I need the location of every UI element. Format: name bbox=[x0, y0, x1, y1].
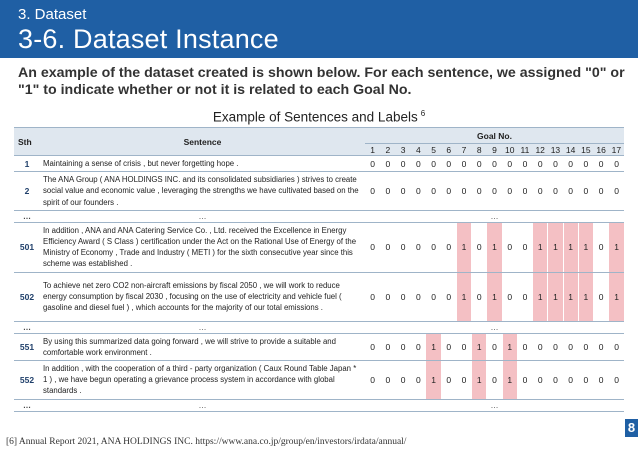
sentence-text: In addition , with the cooperation of a third - party organization ( Caux Round Table Japan * 1 ) , we have begun operating a grievance process system in accordance with global standards . bbox=[40, 361, 365, 400]
goal-number-header: 1 bbox=[365, 144, 380, 156]
goal-label: 0 bbox=[380, 222, 395, 272]
goal-label: 1 bbox=[609, 272, 624, 321]
goal-label: 0 bbox=[426, 272, 441, 321]
goal-label: 0 bbox=[594, 333, 609, 360]
goal-label: 0 bbox=[533, 333, 548, 360]
ellipsis-labels: … bbox=[365, 321, 624, 333]
goal-label: 0 bbox=[578, 156, 593, 172]
goal-label: 0 bbox=[472, 222, 487, 272]
goal-label: 1 bbox=[426, 333, 441, 360]
goal-label: 0 bbox=[563, 156, 578, 172]
goal-label: 0 bbox=[395, 361, 410, 400]
goal-label: 0 bbox=[395, 272, 410, 321]
goal-label: 1 bbox=[563, 222, 578, 272]
goal-label: 0 bbox=[365, 172, 380, 211]
goal-label: 0 bbox=[502, 156, 517, 172]
sth-id: 551 bbox=[14, 333, 40, 360]
goal-label: 1 bbox=[487, 272, 502, 321]
sth-id: 2 bbox=[14, 172, 40, 211]
goal-number-header: 14 bbox=[563, 144, 578, 156]
goal-label: 0 bbox=[395, 172, 410, 211]
goal-number-header: 8 bbox=[472, 144, 487, 156]
ellipsis-sentence: … bbox=[40, 210, 365, 222]
goal-number-header: 17 bbox=[609, 144, 624, 156]
header-sentence: Sentence bbox=[40, 128, 365, 156]
ellipsis-sth: … bbox=[14, 399, 40, 411]
goal-label: 0 bbox=[456, 156, 471, 172]
ellipsis-labels: … bbox=[365, 210, 624, 222]
goal-label: 0 bbox=[411, 272, 426, 321]
caption-text: Example of Sentences and Labels bbox=[212, 109, 418, 125]
header-goal-no: Goal No. bbox=[365, 128, 624, 144]
goal-label: 0 bbox=[517, 333, 532, 360]
table-row bbox=[14, 222, 624, 272]
goal-label: 0 bbox=[609, 333, 624, 360]
goal-label: 0 bbox=[365, 156, 380, 172]
sth-id: 1 bbox=[14, 156, 40, 172]
goal-label: 0 bbox=[456, 333, 471, 360]
goal-number-header: 11 bbox=[517, 144, 532, 156]
goal-label: 0 bbox=[411, 172, 426, 211]
goal-number-header: 7 bbox=[456, 144, 471, 156]
goal-number-header: 10 bbox=[502, 144, 517, 156]
goal-number-header: 9 bbox=[487, 144, 502, 156]
goal-label: 0 bbox=[380, 361, 395, 400]
goal-label: 1 bbox=[456, 222, 471, 272]
goal-label: 0 bbox=[441, 222, 456, 272]
goal-label: 0 bbox=[487, 172, 502, 211]
goal-label: 0 bbox=[517, 222, 532, 272]
goal-number-header: 15 bbox=[578, 144, 593, 156]
sentence-text: The ANA Group ( ANA HOLDINGS INC. and its consolidated subsidiaries ) strives to create social value and economic value , leveraging the strengths we have cultivated based on the spirit of our founders . bbox=[40, 172, 365, 211]
goal-label: 0 bbox=[411, 361, 426, 400]
table-body bbox=[14, 156, 624, 412]
goal-label: 0 bbox=[365, 333, 380, 360]
goal-label: 0 bbox=[472, 272, 487, 321]
goal-label: 0 bbox=[578, 361, 593, 400]
goal-label: 0 bbox=[548, 361, 563, 400]
goal-label: 0 bbox=[456, 361, 471, 400]
goal-label: 0 bbox=[487, 333, 502, 360]
goal-label: 0 bbox=[594, 172, 609, 211]
goal-label: 0 bbox=[456, 172, 471, 211]
goal-number-header: 13 bbox=[548, 144, 563, 156]
header-sth: Sth bbox=[14, 128, 40, 156]
goal-label: 0 bbox=[411, 156, 426, 172]
goal-label: 0 bbox=[609, 361, 624, 400]
goal-label: 0 bbox=[380, 333, 395, 360]
goal-label: 0 bbox=[533, 361, 548, 400]
goal-label: 1 bbox=[548, 222, 563, 272]
table-row bbox=[14, 333, 624, 360]
header-band bbox=[0, 0, 638, 58]
goal-label: 0 bbox=[365, 272, 380, 321]
goal-label: 0 bbox=[441, 272, 456, 321]
goal-number-header: 12 bbox=[533, 144, 548, 156]
goal-label: 0 bbox=[517, 361, 532, 400]
table-row bbox=[14, 272, 624, 321]
goal-label: 0 bbox=[395, 222, 410, 272]
goal-label: 0 bbox=[502, 222, 517, 272]
goal-label: 0 bbox=[380, 156, 395, 172]
ellipsis-sentence: … bbox=[40, 399, 365, 411]
goal-label: 0 bbox=[594, 361, 609, 400]
sentence-text: By using this summarized data going forward , we will strive to provide a suitable and comfortable work environment . bbox=[40, 333, 365, 360]
goal-label: 0 bbox=[533, 156, 548, 172]
goal-label: 0 bbox=[594, 272, 609, 321]
ellipsis-sth: … bbox=[14, 210, 40, 222]
goal-label: 1 bbox=[563, 272, 578, 321]
goal-label: 0 bbox=[380, 172, 395, 211]
goal-label: 1 bbox=[609, 222, 624, 272]
sentence-text: In addition , ANA and ANA Catering Service Co. , Ltd. received the Excellence in Energy Efficiency Award ( S Class ) certification under the Act on the Rational Use of Energy of the Ministry of Economy , Trade and Industry ( METI ) for the sixth consecutive year since this scheme was established . bbox=[40, 222, 365, 272]
goal-label: 0 bbox=[487, 361, 502, 400]
goal-label: 0 bbox=[609, 172, 624, 211]
ellipsis-labels: … bbox=[365, 399, 624, 411]
goal-label: 1 bbox=[578, 272, 593, 321]
goal-number-header: 6 bbox=[441, 144, 456, 156]
goal-label: 0 bbox=[563, 333, 578, 360]
ellipsis-row bbox=[14, 321, 624, 333]
goal-label: 0 bbox=[563, 172, 578, 211]
goal-number-header: 4 bbox=[411, 144, 426, 156]
goal-label: 1 bbox=[533, 222, 548, 272]
goal-label: 0 bbox=[441, 156, 456, 172]
goal-label: 0 bbox=[426, 222, 441, 272]
goal-label: 0 bbox=[487, 156, 502, 172]
goal-number-header: 3 bbox=[395, 144, 410, 156]
ellipsis-sentence: … bbox=[40, 321, 365, 333]
goal-label: 0 bbox=[395, 156, 410, 172]
goal-label: 0 bbox=[411, 222, 426, 272]
sth-id: 501 bbox=[14, 222, 40, 272]
goal-label: 0 bbox=[609, 156, 624, 172]
goal-number-header: 16 bbox=[594, 144, 609, 156]
goal-label: 0 bbox=[411, 333, 426, 360]
goal-label: 0 bbox=[594, 156, 609, 172]
goal-label: 0 bbox=[548, 333, 563, 360]
goal-label: 1 bbox=[578, 222, 593, 272]
sth-id: 552 bbox=[14, 361, 40, 400]
goal-label: 0 bbox=[441, 361, 456, 400]
sth-id: 502 bbox=[14, 272, 40, 321]
footnote: [6] Annual Report 2021, ANA HOLDINGS INC. https://www.ana.co.jp/group/en/investors/irdata/annual/ bbox=[6, 437, 407, 447]
goal-label: 0 bbox=[365, 361, 380, 400]
sentence-text: Maintaining a sense of crisis , but never forgetting hope . bbox=[40, 156, 365, 172]
goal-label: 0 bbox=[594, 222, 609, 272]
goal-label: 0 bbox=[502, 272, 517, 321]
goal-label: 1 bbox=[456, 272, 471, 321]
table-row bbox=[14, 156, 624, 172]
goal-label: 0 bbox=[365, 222, 380, 272]
goal-label: 0 bbox=[517, 156, 532, 172]
goal-number-header: 5 bbox=[426, 144, 441, 156]
labels-table bbox=[14, 127, 624, 412]
goal-label: 0 bbox=[517, 172, 532, 211]
goal-label: 0 bbox=[578, 172, 593, 211]
goal-label: 0 bbox=[517, 272, 532, 321]
goal-label: 0 bbox=[395, 333, 410, 360]
goal-label: 1 bbox=[426, 361, 441, 400]
goal-label: 1 bbox=[502, 333, 517, 360]
goal-number-header: 2 bbox=[380, 144, 395, 156]
goal-label: 1 bbox=[487, 222, 502, 272]
table-row bbox=[14, 172, 624, 211]
goal-label: 0 bbox=[548, 172, 563, 211]
goal-label: 0 bbox=[441, 333, 456, 360]
caption-ref: 6 bbox=[420, 109, 426, 118]
goal-label: 0 bbox=[548, 156, 563, 172]
ellipsis-sth: … bbox=[14, 321, 40, 333]
goal-label: 1 bbox=[472, 333, 487, 360]
goal-label: 0 bbox=[502, 172, 517, 211]
goal-label: 0 bbox=[533, 172, 548, 211]
ellipsis-row bbox=[14, 210, 624, 222]
goal-label: 1 bbox=[472, 361, 487, 400]
goal-label: 1 bbox=[548, 272, 563, 321]
goal-label: 1 bbox=[502, 361, 517, 400]
goal-label: 0 bbox=[380, 272, 395, 321]
goal-label: 0 bbox=[441, 172, 456, 211]
goal-label: 0 bbox=[426, 172, 441, 211]
goal-label: 0 bbox=[426, 156, 441, 172]
intro-text: An example of the dataset created is shown below. For each sentence, we assigned "0" or "1" to indicate whether or not it is related to each Goal No. bbox=[18, 65, 625, 98]
table-row bbox=[14, 361, 624, 400]
section-label: 3. Dataset bbox=[18, 6, 87, 23]
goal-label: 0 bbox=[563, 361, 578, 400]
goal-label: 0 bbox=[472, 172, 487, 211]
goal-label: 0 bbox=[472, 156, 487, 172]
table-caption bbox=[0, 109, 638, 125]
goal-label: 1 bbox=[533, 272, 548, 321]
goal-label: 0 bbox=[578, 333, 593, 360]
slide-title: 3-6. Dataset Instance bbox=[18, 24, 279, 54]
sentence-text: To achieve net zero CO2 non-aircraft emissions by fiscal 2050 , we will work to reduce energy consumption by fiscal 2030 , focusing on the use of electricity and vehicle fuel ( gasoline and diesel fuel ) , which accounts for the majority of our total emissions . bbox=[40, 272, 365, 321]
page-number: 8 bbox=[625, 419, 638, 437]
ellipsis-row bbox=[14, 399, 624, 411]
